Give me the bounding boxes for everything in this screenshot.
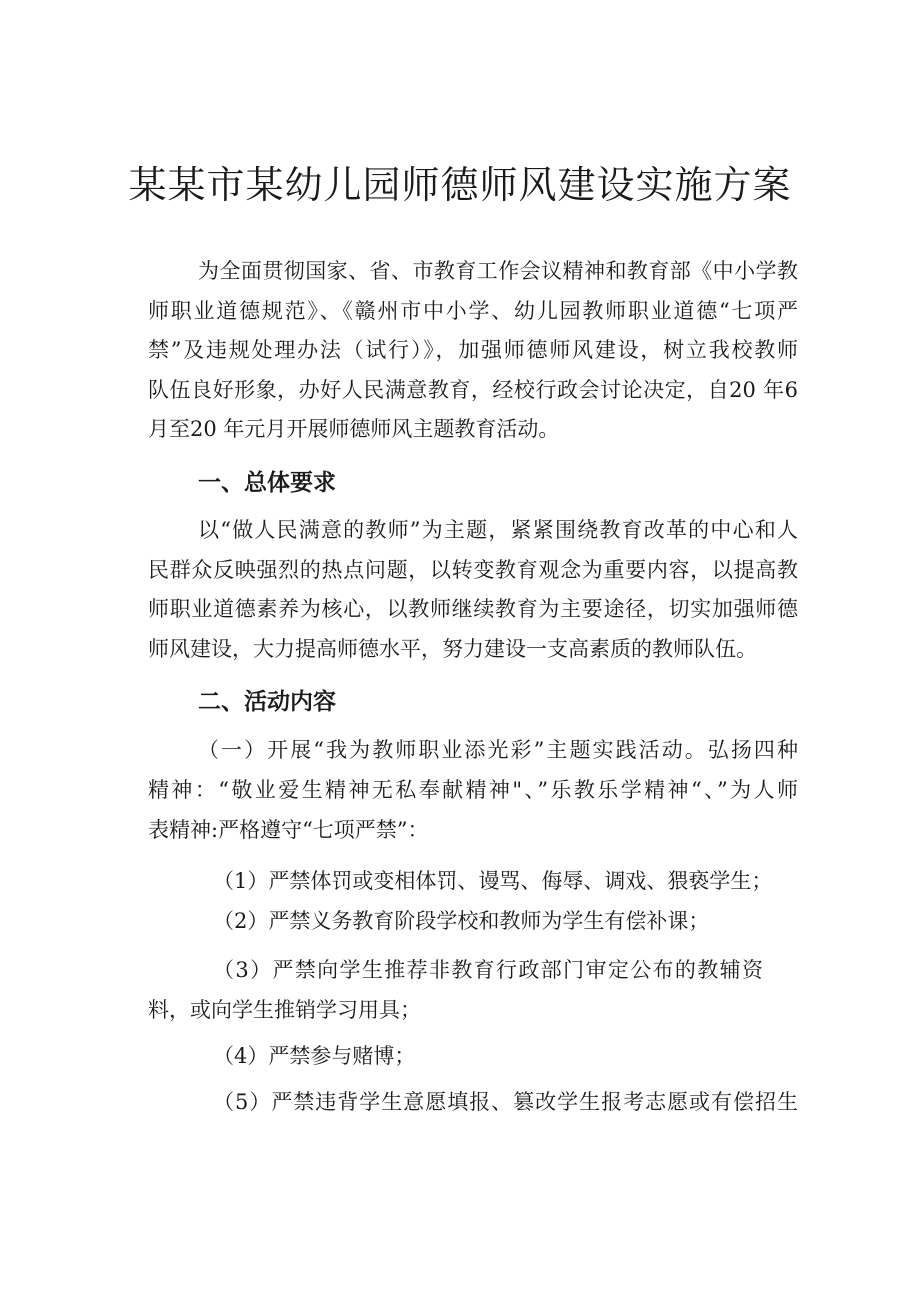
section-heading-activity-content: 二、活动内容 — [198, 689, 336, 715]
prohibition-item-5: （5）严禁违背学生意愿填报、篡改学生报考志愿或有偿招生 — [213, 1090, 798, 1114]
intro-line-3: 禁”及违规处理办法（试行）》，加强师德师风建设，树立我校教师 — [148, 338, 798, 362]
section2-sub1-line-1: （一）开展“我为教师职业添光彩”主题实践活动。弘扬四种 — [198, 738, 798, 762]
section1-line-3: 师职业道德素养为核心，以教师继续教育为主要途径，切实加强师德 — [148, 597, 798, 621]
section2-sub1-line-3: 表精神:严格遵守“七项严禁”： — [148, 818, 429, 842]
prohibition-item-3-line-1: （3）严禁向学生推荐非教育行政部门审定公布的教辅资 — [213, 958, 763, 982]
intro-line-1: 为全面贯彻国家、省、市教育工作会议精神和教育部《中小学教 — [198, 259, 798, 283]
prohibition-item-1: （1）严禁体罚或变相体罚、谩骂、侮辱、调戏、猥亵学生； — [213, 869, 773, 893]
document-title: 某某市某幼儿园师德师风建设实施方案 — [128, 163, 792, 207]
section2-sub1-line-2: 精神：“敬业爱生精神无私奉献精神"、”乐教乐学精神“、”为人师 — [148, 778, 798, 802]
intro-line-2: 师职业道德规范》、《赣州市中小学、幼儿园教师职业道德“七项严 — [148, 299, 798, 323]
intro-line-5: 月至20 年元月开展师德师风主题教育活动。 — [148, 417, 560, 441]
prohibition-item-2: （2）严禁义务教育阶段学校和教师为学生有偿补课； — [213, 909, 710, 933]
section1-line-2: 民群众反映强烈的热点问题，以转变教育观念为重要内容，以提高教 — [148, 558, 798, 582]
prohibition-item-4: （4）严禁参与赌博； — [213, 1044, 416, 1068]
section1-line-4: 师风建设，大力提高师德水平，努力建设一支高素质的教师队伍。 — [148, 637, 757, 661]
section1-line-1: 以“做人民满意的教师”为主题，紧紧围绕教育改革的中心和人 — [198, 518, 798, 542]
prohibition-item-3-line-2: 料，或向学生推销学习用具； — [148, 998, 421, 1022]
section-heading-general-requirements: 一、总体要求 — [198, 470, 336, 496]
intro-line-4: 队伍良好形象，办好人民满意教育，经校行政会讨论决定，自20 年6 — [148, 378, 798, 402]
